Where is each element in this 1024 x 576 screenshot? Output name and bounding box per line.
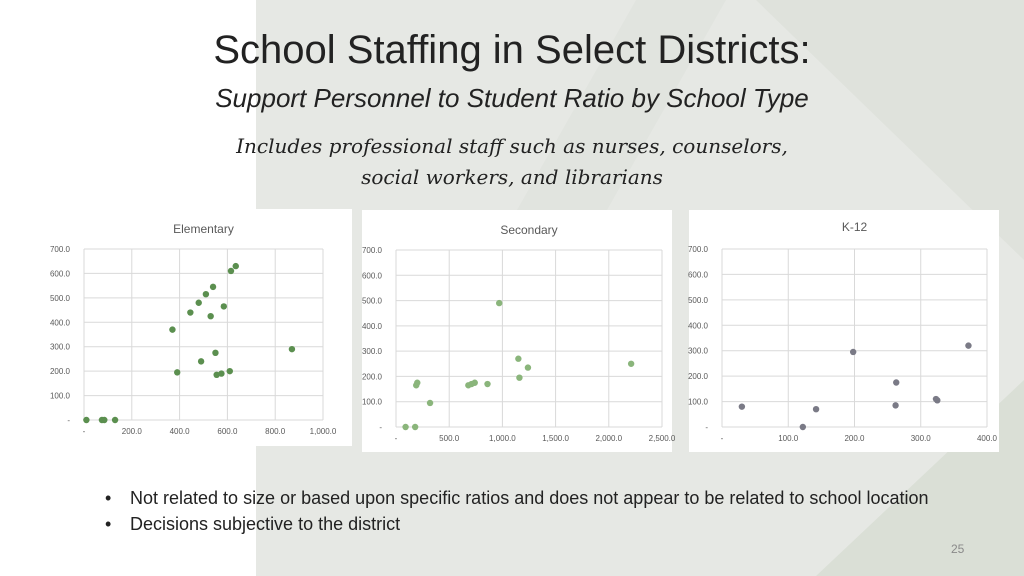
- y-tick-label: 100.0: [49, 391, 70, 401]
- elementary-chart: [38, 209, 352, 446]
- x-tick-label: 1,000.0: [309, 427, 337, 436]
- x-tick-label: -: [394, 434, 398, 443]
- y-tick-label: 700.0: [687, 245, 708, 254]
- data-point: [218, 370, 224, 376]
- data-point: [472, 380, 478, 386]
- y-tick-label: 300.0: [687, 346, 708, 356]
- k12-chart: [689, 210, 999, 452]
- data-point: [101, 417, 107, 423]
- x-tick-label: 2,500.0: [648, 434, 676, 443]
- data-point: [414, 380, 420, 386]
- y-tick-label: 500.0: [49, 293, 70, 303]
- staff-note: [212, 131, 812, 193]
- bullet-icon: •: [105, 514, 112, 534]
- data-point: [516, 374, 522, 380]
- y-tick-label: 500.0: [687, 295, 708, 305]
- x-tick-label: 400.0: [169, 427, 190, 436]
- x-tick-label: 2,000.0: [595, 434, 623, 443]
- data-point: [515, 356, 521, 362]
- staff-note-line: social workers, and librarians: [361, 165, 663, 189]
- x-tick-label: 400.0: [976, 434, 998, 443]
- x-tick-label: 300.0: [910, 434, 931, 443]
- data-point: [187, 309, 193, 315]
- data-point: [427, 400, 433, 406]
- data-point: [210, 284, 216, 290]
- y-tick-label: 500.0: [361, 296, 382, 306]
- data-point: [628, 361, 634, 367]
- data-point: [207, 313, 213, 319]
- secondary-chart-svg: [361, 210, 676, 452]
- x-tick-label: 100.0: [778, 434, 799, 443]
- page-number: 25: [951, 542, 965, 556]
- bullet-item: [105, 485, 929, 511]
- bullet-list: [105, 485, 929, 537]
- y-tick-label: 400.0: [361, 321, 382, 331]
- y-tick-label: 100.0: [361, 397, 382, 407]
- x-tick-label: 500.0: [439, 434, 460, 443]
- data-point: [221, 303, 227, 309]
- bullet-icon: •: [105, 488, 112, 508]
- x-tick-label: 1,500.0: [542, 434, 569, 443]
- y-tick-label: 300.0: [361, 347, 382, 357]
- y-tick-label: 600.0: [687, 270, 708, 280]
- y-tick-label: -: [67, 416, 70, 425]
- data-point: [893, 379, 899, 385]
- data-point: [850, 349, 856, 355]
- data-point: [813, 406, 819, 412]
- data-point: [934, 397, 940, 403]
- slide-subtitle: Support Personnel to Student Ratio by School Type: [215, 83, 809, 113]
- data-point: [174, 369, 180, 375]
- staff-note-line: Includes professional staff such as nurses, counselors,: [236, 134, 788, 158]
- x-tick-label: 200.0: [844, 434, 865, 443]
- data-point: [196, 300, 202, 306]
- y-tick-label: 600.0: [49, 269, 70, 279]
- data-point: [739, 403, 745, 409]
- data-point: [800, 424, 806, 430]
- data-point: [965, 342, 971, 348]
- data-point: [412, 424, 418, 430]
- data-point: [233, 263, 239, 269]
- y-tick-label: 400.0: [687, 321, 708, 331]
- y-tick-label: 200.0: [687, 372, 708, 382]
- y-tick-label: 700.0: [49, 245, 70, 254]
- x-tick-label: 1,000.0: [489, 434, 516, 443]
- secondary-chart: [361, 210, 676, 452]
- data-point: [203, 291, 209, 297]
- y-tick-label: -: [705, 423, 708, 432]
- chart-title: Secondary: [500, 223, 558, 237]
- x-tick-label: -: [82, 427, 86, 436]
- y-tick-label: 100.0: [687, 397, 708, 407]
- chart-title: K-12: [841, 220, 868, 234]
- y-tick-label: -: [379, 423, 382, 432]
- data-point: [212, 350, 218, 356]
- y-tick-label: 700.0: [361, 246, 382, 255]
- k12-chart-svg: [689, 210, 999, 452]
- slide-title: School Staffing in Select Districts:: [213, 28, 811, 72]
- bullet-item: [105, 511, 929, 537]
- data-point: [112, 417, 118, 423]
- data-point: [228, 268, 234, 274]
- data-point: [169, 326, 175, 332]
- data-point: [496, 300, 502, 306]
- elementary-chart-svg: [38, 209, 352, 446]
- bullet-text: Decisions subjective to the district: [130, 514, 401, 534]
- data-point: [525, 364, 531, 370]
- data-point: [83, 417, 89, 423]
- y-tick-label: 300.0: [49, 342, 70, 352]
- data-point: [198, 358, 204, 364]
- x-tick-label: 200.0: [121, 427, 142, 436]
- data-point: [289, 346, 295, 352]
- y-tick-label: 200.0: [361, 372, 382, 382]
- data-point: [892, 402, 898, 408]
- data-point: [402, 424, 408, 430]
- x-tick-label: -: [720, 434, 724, 443]
- y-tick-label: 400.0: [49, 318, 70, 328]
- chart-title: Elementary: [173, 222, 234, 236]
- y-tick-label: 600.0: [361, 271, 382, 281]
- bullet-text: Not related to size or based upon specific ratios and does not appear to be related to school location: [130, 488, 929, 508]
- data-point: [484, 381, 490, 387]
- x-tick-label: 800.0: [265, 427, 286, 436]
- data-point: [227, 368, 233, 374]
- x-tick-label: 600.0: [217, 427, 238, 436]
- y-tick-label: 200.0: [49, 367, 70, 377]
